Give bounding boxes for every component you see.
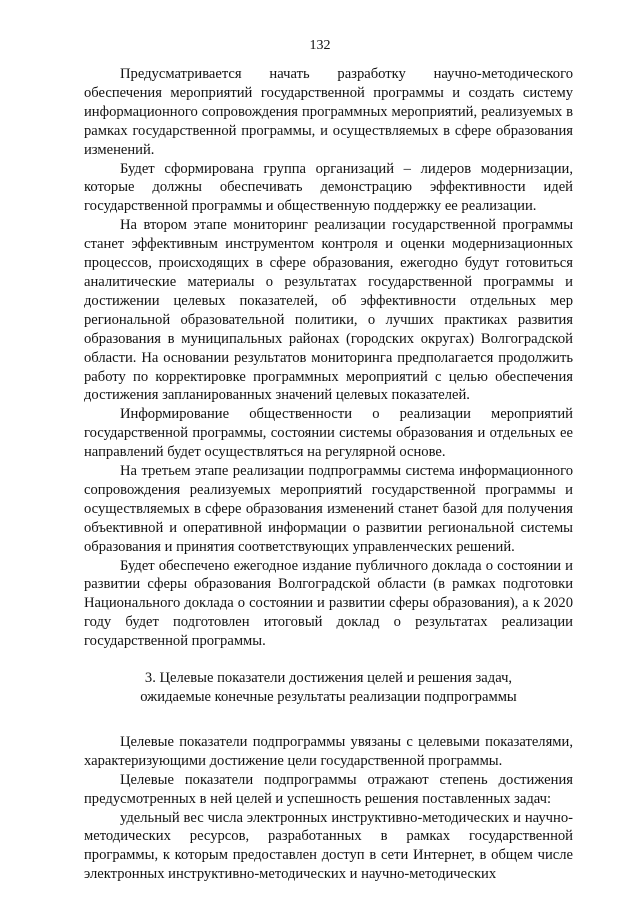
section-heading-line: 3. Целевые показатели достижения целей и решения задач, xyxy=(144,670,513,687)
section-heading-line: ожидаемые конечные результаты реализации подпрограммы xyxy=(140,689,517,705)
paragraph: Целевые показатели подпрограммы отражают степень достижения предусмотренных в ней целей и успешность решения поставленных задач: xyxy=(84,771,573,807)
paragraph: Будет обеспечено ежегодное издание публичного доклада о состоянии и развитии сферы образования Волгоградской области (в рамках подготовки Национального доклада о состоянии и развитии сферы образования), а к 2020 году будет подготовлен итоговый доклад о результатах реализации государственной программы. xyxy=(84,557,573,650)
paragraph: удельный вес числа электронных инструктивно-методических и научно-методических ресурсов, разработанных в рамках государственной программы, к которым предоставлен доступ в сети Интернет, в общем числе электронных инструктивно-методических и научно-методических xyxy=(84,809,573,883)
paragraph: На третьем этапе реализации подпрограммы система информационного сопровождения реализуемых мероприятий государственной программы и осуществляемых в сфере образования изменений станет базой для получения объективной и оперативной информации о развитии региональной системы образования и принятия соответствующих управленческих решений. xyxy=(84,463,573,555)
document-body xyxy=(84,65,573,884)
paragraph: Предусматривается начать разработку научно-методического обеспечения мероприятий государственной программы и создать систему информационного сопровождения программных мероприятий, реализуемых в рамках государственной программы, и осуществляемых в сфере образования изменений. xyxy=(84,66,573,158)
page-number: 132 xyxy=(309,38,331,53)
paragraph: Будет сформирована группа организаций – лидеров модернизации, которые должны обеспечивать демонстрацию эффективности идей государственной программы и общественную поддержку ее реализации. xyxy=(84,160,573,215)
paragraph: На втором этапе мониторинг реализации государственной программы станет эффективным инструментом контроля и оценки модернизационных процессов, происходящих в сфере образования, ежегодно будут готовиться аналитические материалы о результатах государственной программы и достижении целевых показателей, об эффективности отдельных мер региональной образовательной политики, о лучших практиках развития образования в муниципальных районах (городских округах) Волгоградской области. На основании результатов мониторинга предполагается продолжить работу по корректировке программных мероприятий с целью обеспечения достижения запланированных значений целевых показателей. xyxy=(84,217,573,404)
paragraph: Информирование общественности о реализации мероприятий государственной программы, состоянии системы образования и отдельных ее направлений будет осуществляться на регулярной основе. xyxy=(84,406,573,461)
paragraph: Целевые показатели подпрограммы увязаны с целевыми показателями, характеризующими достижение цели государственной программы. xyxy=(84,733,573,769)
section-heading xyxy=(84,669,573,707)
